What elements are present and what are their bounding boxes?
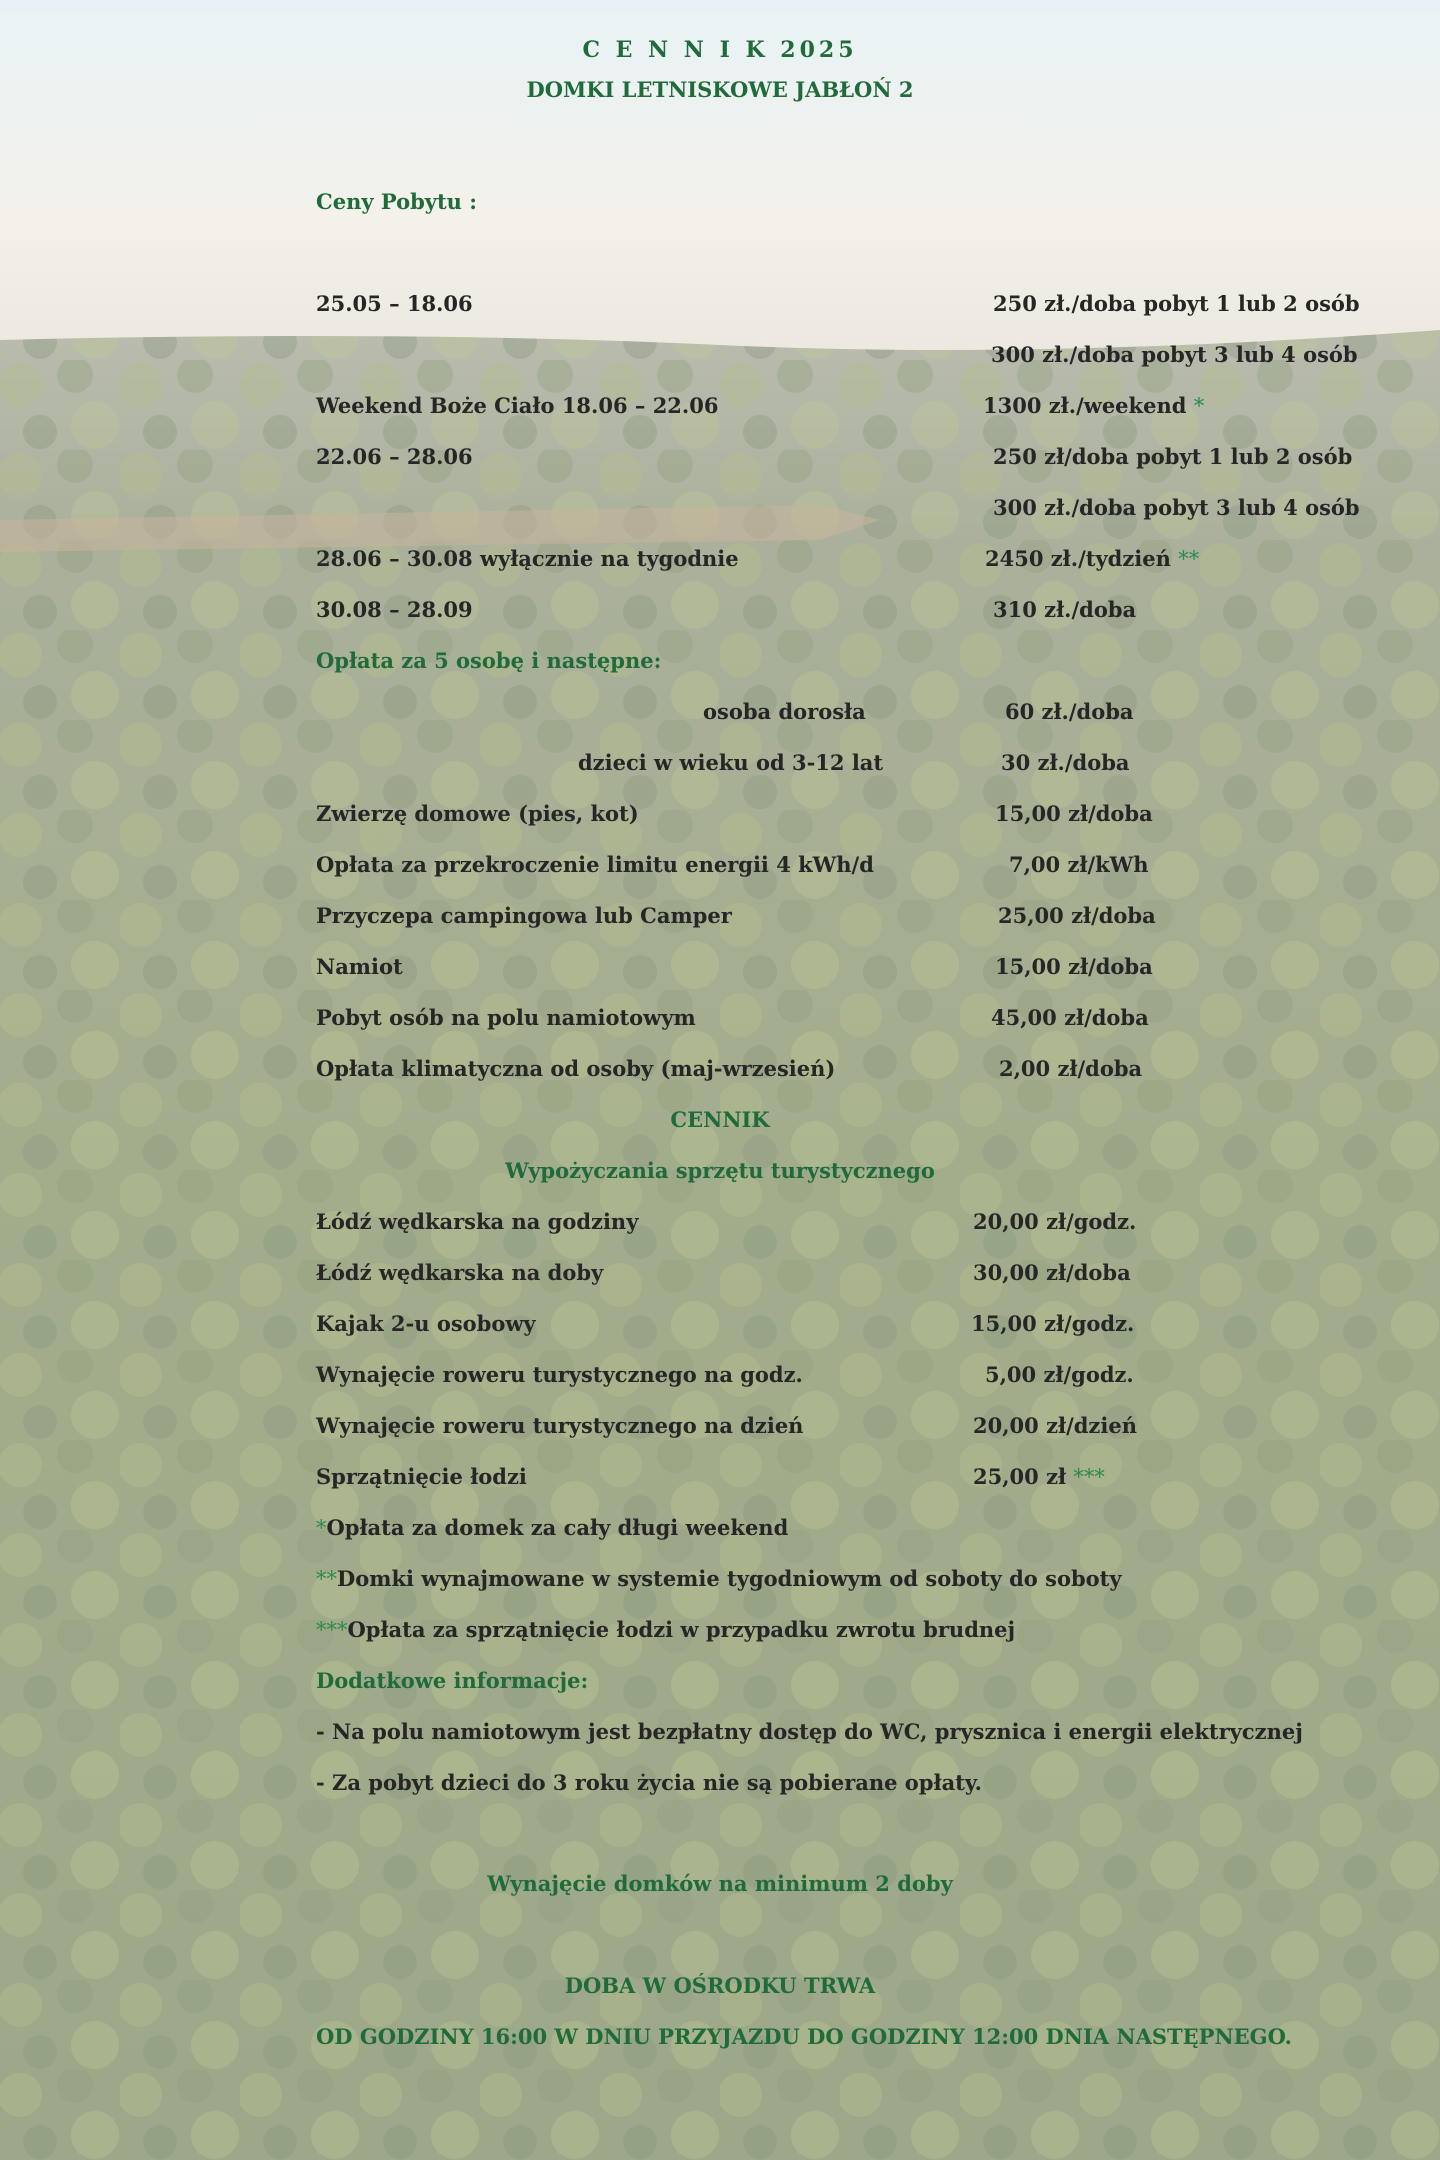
stay-prices-heading: Ceny Pobytu : [316, 189, 478, 214]
additional-info-heading: Dodatkowe informacje: [316, 1668, 589, 1693]
fee-label: Przyczepa campingowa lub Camper [316, 903, 732, 928]
rental-price: 30,00 zł/doba [973, 1260, 1131, 1285]
rental-label: Wynajęcie roweru turystycznego na dzień [316, 1413, 804, 1438]
stay-price: 300 zł./doba pobyt 3 lub 4 osób [991, 342, 1358, 367]
stay-price [985, 545, 1199, 573]
rental-title: CENNIK [670, 1107, 770, 1132]
footnote-text: Opłata za domek za cały długi weekend [326, 1515, 789, 1540]
footnote-mark: ** [1178, 547, 1200, 571]
extra-person-label: dzieci w wieku od 3-12 lat [578, 750, 884, 775]
footnote-mark: *** [1073, 1465, 1105, 1489]
additional-info-item: - Za pobyt dzieci do 3 roku życia nie są pobierane opłaty. [316, 1770, 982, 1795]
fee-label: Opłata klimatyczna od osoby (maj-wrzesień) [316, 1056, 836, 1081]
fee-price: 15,00 zł/doba [995, 954, 1153, 979]
fee-label: Namiot [316, 954, 403, 979]
stay-price-value: 2450 zł./tydzień [985, 546, 1171, 571]
fee-price: 15,00 zł/doba [995, 801, 1153, 826]
rental-subtitle: Wypożyczania sprzętu turystycznego [505, 1158, 935, 1183]
footnote-mark: ** [316, 1567, 337, 1591]
fee-label: Opłata za przekroczenie limitu energii 4 kWh/d [316, 852, 874, 877]
stay-period: Weekend Boże Ciało 18.06 – 22.06 [316, 393, 719, 418]
stay-period: 25.05 – 18.06 [316, 291, 473, 316]
footnote [316, 1514, 788, 1542]
document-subtitle: DOMKI LETNISKOWE JABŁOŃ 2 [526, 77, 914, 102]
stay-price [983, 392, 1204, 420]
stay-period: 30.08 – 28.09 [316, 597, 473, 622]
footnote [316, 1565, 1122, 1593]
rental-price: 20,00 zł/dzień [973, 1413, 1137, 1438]
fee-price: 25,00 zł/doba [998, 903, 1156, 928]
checkin-heading: DOBA W OŚRODKU TRWA [564, 1973, 876, 1998]
fee-label: Zwierzę domowe (pies, kot) [316, 801, 639, 826]
checkin-hours: OD GODZINY 16:00 W DNIU PRZYJAZDU DO GODZINY 12:00 DNIA NASTĘPNEGO. [316, 2024, 1292, 2049]
footnote-mark: * [1193, 394, 1205, 418]
footnote-text: Opłata za sprzątnięcie łodzi w przypadku zwrotu brudnej [347, 1617, 1016, 1642]
additional-info-item: - Na polu namiotowym jest bezpłatny dostęp do WC, prysznica i energii elektrycznej [316, 1719, 1303, 1744]
footnote-mark: * [316, 1516, 327, 1540]
rental-price-value: 25,00 zł [973, 1464, 1067, 1489]
rental-price: 20,00 zł/godz. [973, 1209, 1137, 1234]
rental-label: Sprzątnięcie łodzi [316, 1464, 527, 1489]
fee-label: Pobyt osób na polu namiotowym [316, 1005, 696, 1030]
extra-person-price: 30 zł./doba [1001, 750, 1130, 775]
fee-price: 7,00 zł/kWh [1009, 852, 1149, 877]
rental-label: Łódź wędkarska na godziny [316, 1209, 639, 1234]
fee-price: 45,00 zł/doba [991, 1005, 1149, 1030]
extra-person-label: osoba dorosła [703, 699, 866, 724]
stay-period: 28.06 – 30.08 wyłącznie na tygodnie [316, 546, 739, 571]
extra-person-heading: Opłata za 5 osobę i następne: [316, 648, 662, 673]
stay-price: 310 zł./doba [993, 597, 1137, 622]
rental-label: Łódź wędkarska na doby [316, 1260, 604, 1285]
fee-price: 2,00 zł/doba [999, 1056, 1143, 1081]
stay-period: 22.06 – 28.06 [316, 444, 473, 469]
stay-price: 250 zł./doba pobyt 1 lub 2 osób [993, 291, 1360, 316]
rental-label: Wynajęcie roweru turystycznego na godz. [316, 1362, 803, 1387]
stay-price-value: 1300 zł./weekend [983, 393, 1187, 418]
footnote [316, 1616, 1015, 1644]
stay-price: 250 zł/doba pobyt 1 lub 2 osób [993, 444, 1353, 469]
document-title: C E N N I K 2025 [582, 37, 858, 63]
rental-price: 15,00 zł/godz. [971, 1311, 1135, 1336]
rental-price [973, 1463, 1105, 1491]
footnote-mark: *** [316, 1618, 348, 1642]
extra-person-price: 60 zł./doba [1005, 699, 1134, 724]
footnote-text: Domki wynajmowane w systemie tygodniowym od soboty do soboty [337, 1566, 1122, 1591]
stay-price: 300 zł./doba pobyt 3 lub 4 osób [993, 495, 1360, 520]
rental-price: 5,00 zł/godz. [985, 1362, 1134, 1387]
rental-label: Kajak 2-u osobowy [316, 1311, 536, 1336]
minimum-stay-note: Wynajęcie domków na minimum 2 doby [487, 1871, 953, 1896]
